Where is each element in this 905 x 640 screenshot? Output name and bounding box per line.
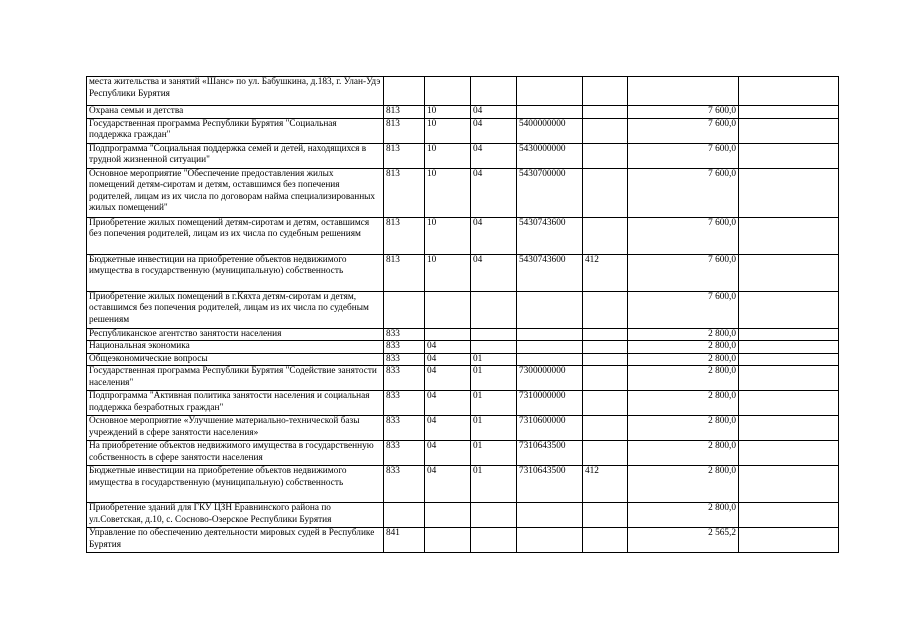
expense-type-cell [583,366,628,391]
section-code-cell: 10 [425,217,471,254]
table-row [87,528,839,553]
empty-cell [739,366,839,391]
target-article-cell: 5430000000 [517,143,583,168]
section-code-cell: 04 [425,441,471,466]
empty-cell [739,391,839,416]
target-article-cell: 5400000000 [517,118,583,143]
ministry-code-cell: 813 [384,168,425,217]
target-article-cell [517,328,583,341]
expense-type-cell [583,118,628,143]
expense-type-cell [583,143,628,168]
table-row [87,353,839,366]
target-article-cell [517,106,583,119]
empty-cell [739,503,839,528]
table-row [87,168,839,217]
budget-table [86,76,839,553]
table-row [87,217,839,254]
row-name-cell: места жительства и занятий «Шанс» по ул. Бабушкина, д.183, г. Улан-Удэ Республики Бурятия [87,77,384,106]
section-code-cell: 10 [425,143,471,168]
table-row [87,503,839,528]
ministry-code-cell: 833 [384,328,425,341]
subsection-code-cell [471,528,517,553]
expense-type-cell [583,528,628,553]
amount-cell: 7 600,0 [628,291,739,328]
table-row [87,106,839,119]
amount-cell: 2 800,0 [628,328,739,341]
row-name-cell: Управление по обеспечению деятельности мировых судей в Республике Бурятия [87,528,384,553]
section-code-cell [425,528,471,553]
row-name-cell: Бюджетные инвестиции на приобретение объектов недвижимого имущества в государственную (муниципальную) собственность [87,466,384,503]
empty-cell [739,106,839,119]
expense-type-cell: 412 [583,466,628,503]
target-article-cell [517,528,583,553]
section-code-cell: 04 [425,353,471,366]
expense-type-cell [583,106,628,119]
expense-type-cell [583,441,628,466]
amount-cell: 2 800,0 [628,416,739,441]
subsection-code-cell: 04 [471,118,517,143]
section-code-cell: 04 [425,366,471,391]
ministry-code-cell: 833 [384,391,425,416]
subsection-code-cell [471,328,517,341]
subsection-code-cell: 01 [471,391,517,416]
target-article-cell: 7300000000 [517,366,583,391]
amount-cell: 7 600,0 [628,118,739,143]
section-code-cell: 04 [425,416,471,441]
empty-cell [739,291,839,328]
row-name-cell: Бюджетные инвестиции на приобретение объектов недвижимого имущества в государственную (муниципальную) собственность [87,254,384,291]
row-name-cell: Подпрограмма "Активная политика занятости населения и социальная поддержка безработных граждан" [87,391,384,416]
ministry-code-cell: 833 [384,466,425,503]
empty-cell [739,168,839,217]
row-name-cell: Республиканское агентство занятости населения [87,328,384,341]
empty-cell [739,341,839,354]
amount-cell: 2 800,0 [628,366,739,391]
table-row [87,77,839,106]
target-article-cell: 5430743600 [517,254,583,291]
subsection-code-cell [471,503,517,528]
section-code-cell: 04 [425,341,471,354]
amount-cell: 2 800,0 [628,503,739,528]
amount-cell: 2 800,0 [628,441,739,466]
table-row [87,328,839,341]
table-row [87,391,839,416]
row-name-cell: Национальная экономика [87,341,384,354]
target-article-cell [517,341,583,354]
ministry-code-cell: 833 [384,341,425,354]
amount-cell: 7 600,0 [628,143,739,168]
table-row [87,466,839,503]
expense-type-cell [583,341,628,354]
expense-type-cell [583,77,628,106]
amount-cell: 2 800,0 [628,466,739,503]
table-row [87,441,839,466]
amount-cell: 7 600,0 [628,254,739,291]
target-article-cell: 7310643500 [517,466,583,503]
subsection-code-cell: 04 [471,254,517,291]
target-article-cell: 7310643500 [517,441,583,466]
empty-cell [739,328,839,341]
table-row [87,366,839,391]
expense-type-cell [583,503,628,528]
expense-type-cell [583,328,628,341]
empty-cell [739,353,839,366]
row-name-cell: Приобретение жилых помещений в г.Кяхта детям-сиротам и детям, оставшимся без попечения родителей, лицам из их числа по судебным решениям [87,291,384,328]
amount-cell: 7 600,0 [628,106,739,119]
empty-cell [739,217,839,254]
section-code-cell [425,291,471,328]
empty-cell [739,254,839,291]
amount-cell: 2 800,0 [628,391,739,416]
target-article-cell [517,77,583,106]
ministry-code-cell: 833 [384,441,425,466]
amount-cell: 2 800,0 [628,353,739,366]
ministry-code-cell: 813 [384,217,425,254]
section-code-cell: 04 [425,466,471,503]
expense-type-cell [583,391,628,416]
empty-cell [739,118,839,143]
table-row [87,416,839,441]
expense-type-cell [583,217,628,254]
expense-type-cell [583,416,628,441]
amount-cell: 7 600,0 [628,217,739,254]
row-name-cell: Общеэкономические вопросы [87,353,384,366]
subsection-code-cell: 01 [471,353,517,366]
empty-cell [739,466,839,503]
table-row [87,254,839,291]
subsection-code-cell [471,341,517,354]
expense-type-cell [583,353,628,366]
ministry-code-cell: 833 [384,416,425,441]
section-code-cell [425,77,471,106]
section-code-cell [425,328,471,341]
target-article-cell [517,503,583,528]
ministry-code-cell: 841 [384,528,425,553]
amount-cell: 2 565,2 [628,528,739,553]
section-code-cell: 10 [425,254,471,291]
subsection-code-cell: 04 [471,217,517,254]
empty-cell [739,528,839,553]
section-code-cell: 04 [425,391,471,416]
section-code-cell [425,503,471,528]
ministry-code-cell: 813 [384,106,425,119]
subsection-code-cell: 04 [471,143,517,168]
ministry-code-cell [384,291,425,328]
table-row [87,291,839,328]
subsection-code-cell: 01 [471,416,517,441]
ministry-code-cell: 833 [384,366,425,391]
ministry-code-cell: 833 [384,353,425,366]
expense-type-cell [583,168,628,217]
amount-cell [628,77,739,106]
ministry-code-cell: 813 [384,143,425,168]
amount-cell: 7 600,0 [628,168,739,217]
row-name-cell: Государственная программа Республики Бурятия "Социальная поддержка граждан" [87,118,384,143]
target-article-cell [517,291,583,328]
subsection-code-cell [471,291,517,328]
section-code-cell: 10 [425,106,471,119]
expense-type-cell: 412 [583,254,628,291]
table-row [87,118,839,143]
target-article-cell: 5430700000 [517,168,583,217]
table-row [87,341,839,354]
section-code-cell: 10 [425,118,471,143]
row-name-cell: Охрана семьи и детства [87,106,384,119]
target-article-cell: 7310600000 [517,416,583,441]
section-code-cell: 10 [425,168,471,217]
amount-cell: 2 800,0 [628,341,739,354]
empty-cell [739,416,839,441]
subsection-code-cell [471,77,517,106]
ministry-code-cell: 813 [384,254,425,291]
subsection-code-cell: 01 [471,366,517,391]
row-name-cell: Подпрограмма "Социальная поддержка семей и детей, находящихся в трудной жизненной ситуации" [87,143,384,168]
empty-cell [739,143,839,168]
row-name-cell: Основное мероприятие «Улучшение материально-технической базы учреждений в сфере занятости населения» [87,416,384,441]
row-name-cell: Основное мероприятие "Обеспечение предоставления жилых помещений детям-сиротам и детям, оставшимся без попечения родителей, лицам из их числа по договорам найма специализированных жилых помещений" [87,168,384,217]
target-article-cell [517,353,583,366]
subsection-code-cell: 04 [471,168,517,217]
expense-type-cell [583,291,628,328]
subsection-code-cell: 01 [471,466,517,503]
row-name-cell: На приобретение объектов недвижимого имущества в государственную собственность в сфере занятости населения [87,441,384,466]
empty-cell [739,441,839,466]
target-article-cell: 7310000000 [517,391,583,416]
empty-cell [739,77,839,106]
subsection-code-cell: 01 [471,441,517,466]
row-name-cell: Приобретение жилых помещений детям-сиротам и детям, оставшимся без попечения родителей, лицам из их числа по судебным решениям [87,217,384,254]
ministry-code-cell [384,77,425,106]
ministry-code-cell: 813 [384,118,425,143]
budget-table-body [87,77,839,553]
target-article-cell: 5430743600 [517,217,583,254]
subsection-code-cell: 04 [471,106,517,119]
ministry-code-cell [384,503,425,528]
table-row [87,143,839,168]
row-name-cell: Государственная программа Республики Бурятия "Содействие занятости населения" [87,366,384,391]
row-name-cell: Приобретение зданий для ГКУ ЦЗН Еравнинского района по ул.Советская, д.10, с. Сосново-Озерское Республики Бурятия [87,503,384,528]
